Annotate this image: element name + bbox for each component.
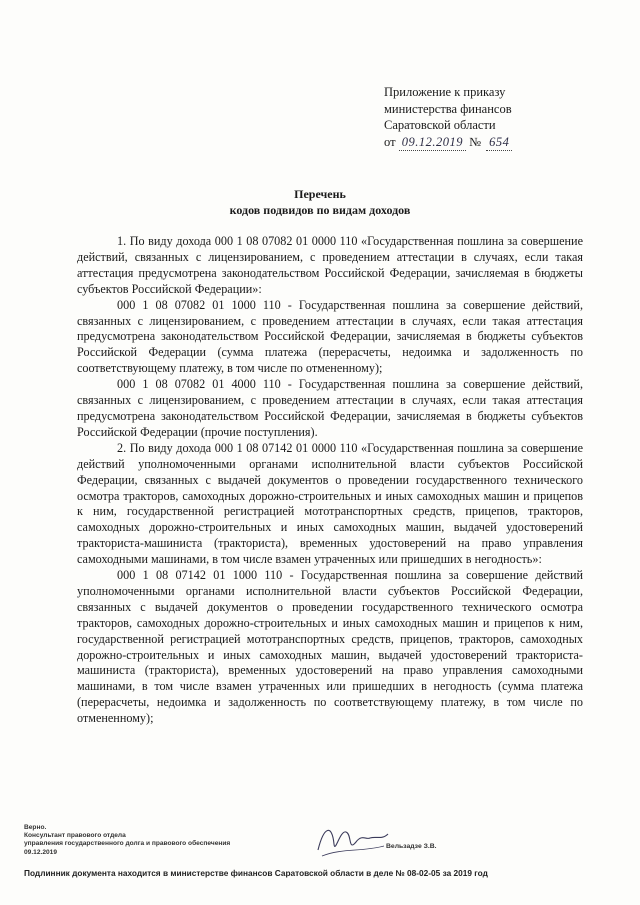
paragraph: 1. По виду дохода 000 1 08 07082 01 0000 110 «Государственная пошлина за совершение действий, связанных с лицензированием, с проведением аттестации в случаях, если такая аттестация предусмотрена законодательством Российской Федерации, зачисляемая в бюджеты субъектов Российской Федерации»:	[77, 234, 583, 296]
appendix-line: Саратовской области	[384, 118, 496, 132]
document-title: Перечень	[294, 187, 346, 201]
order-number: 654	[486, 134, 512, 152]
paragraph: 2. По виду дохода 000 1 08 07142 01 0000 110 «Государственная пошлина за совершение действий уполномоченными органами исполнительной власти субъектов Российской Федерации, связанных с выдачей документов о проведении государственного технического осмотра тракторов, самоходных дорожно-строительных и иных самоходных машин и прицепов к ним, государственной регистрацией мототранспортных средств, прицепов, тракторов, самоходных дорожно-строительных и иных самоходных машин, выдачей удостоверений тракториста-машиниста (тракториста), временных удостоверений на право управления самоходными машинами, в том числе взамен утраченных или пришедших в негодность»:	[77, 440, 583, 567]
appendix-line: Приложение к приказу	[384, 85, 506, 99]
certification-line: Верно.	[24, 824, 47, 831]
number-label: №	[469, 134, 481, 149]
document-body	[77, 234, 583, 727]
document-subtitle: кодов подвидов по видам доходов	[229, 203, 411, 217]
certification-line: Консультант правового отдела	[24, 832, 126, 840]
appendix-line: министерства финансов	[384, 101, 512, 116]
from-label: от	[384, 134, 396, 149]
signature-icon	[312, 818, 392, 864]
order-date: 09.12.2019	[399, 134, 466, 152]
paragraph: 000 1 08 07082 01 1000 110 - Государственная пошлина за совершение действий, связанных с лицензированием, с проведением аттестации в случаях, если такая аттестация предусмотрена законодательством Российской Федерации, зачисляемая в бюджеты субъектов Российской Федерации (сумма платежа (перерасчеты, недоимка и задолженность по соответствующему платежу, в том числе по отмененному);	[77, 297, 583, 376]
certification-line: управления государственного долга и правового обеспечения	[24, 840, 231, 848]
original-location-note: Подлинник документа находится в министерстве финансов Саратовской области в деле № 08-02-05 за 2019 год	[24, 868, 488, 878]
paragraph: 000 1 08 07142 01 1000 110 - Государственная пошлина за совершение действий уполномоченными органами исполнительной власти субъектов Российской Федерации, связанных с выдачей документов о проведении государственного технического осмотра тракторов, самоходных дорожно-строительных и иных самоходных машин и прицепов к ним, государственной регистрацией мототранспортных средств, прицепов, тракторов, самоходных дорожно-строительных и иных самоходных машин, выдачей удостоверений тракториста-машиниста (тракториста), временных удостоверений на право управления самоходными машинами, в том числе взамен утраченных или пришедших в негодность (сумма платежа (перерасчеты, недоимка и задолженность по соответствующему платежу, в том числе по отмененному);	[77, 568, 583, 726]
order-date-number-line	[384, 134, 614, 152]
paragraph: 000 1 08 07082 01 4000 110 - Государственная пошлина за совершение действий, связанных с лицензированием, с проведением аттестации в случаях, если такая аттестация предусмотрена законодательством Российской Федерации, зачисляемая в бюджеты субъектов Российской Федерации (прочие поступления).	[77, 377, 583, 439]
certifier-name: Вельзадзе З.В.	[386, 843, 437, 850]
certification-date: 09.12.2019	[24, 848, 58, 856]
appendix-header	[384, 84, 614, 151]
